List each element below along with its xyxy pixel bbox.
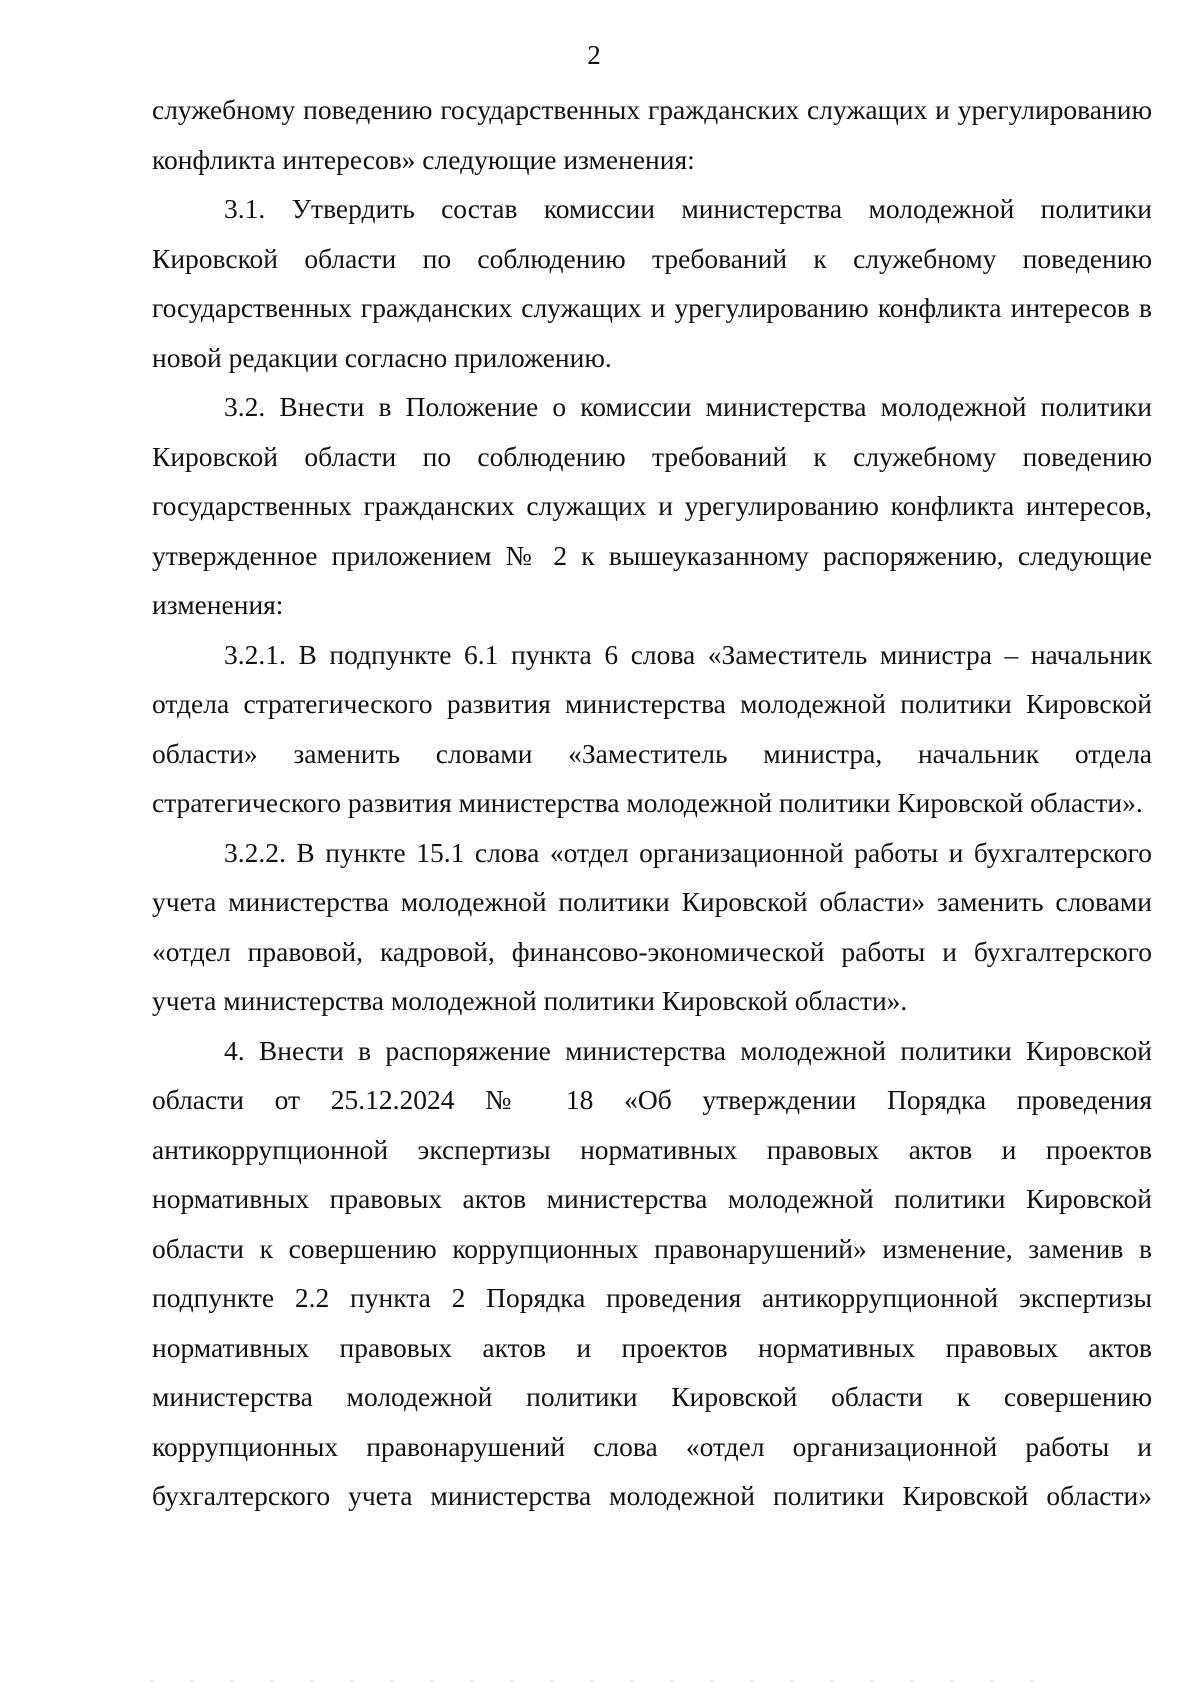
paragraph-3-1: 3.1. Утвердить состав комиссии министерства молодежной политики Кировской области по соблюдению требований к служебному поведению государственных гражданских служащих и урегулированию конфликта интересов в новой редакции согласно приложению. (152, 193, 1152, 373)
paragraph-3-2-2: 3.2.2. В пункте 15.1 слова «отдел организационной работы и бухгалтерского учета министерства молодежной политики Кировской области» заменить словами «отдел правовой, кадровой, финансово-экономической работы и бухгалтерского учета министерства молодежной политики Кировской области». (152, 836, 1152, 1016)
paragraph-continuation: служебному поведению государственных гражданских служащих и урегулированию конфликта интересов» следующие изменения: (152, 94, 1152, 175)
paragraph-4: 4. Внести в распоряжение министерства молодежной политики Кировской области от 25.12.2024 № 18 «Об утверждении Порядка проведения антикоррупционной экспертизы нормативных правовых актов и проектов нормативных правовых актов министерства молодежной политики Кировской области к совершению коррупционных правонарушений» изменение, заменив в подпункте 2.2 пункта 2 Порядка проведения антикоррупционной экспертизы нормативных правовых актов и проектов нормативных правовых актов министерства молодежной политики Кировской области к совершению коррупционных правонарушений слова «отдел организационной работы и бухгалтерского учета министерства молодежной политики Кировской области» (152, 1034, 1152, 1511)
paragraph-3-2-1: 3.2.1. В подпункте 6.1 пункта 6 слова «Заместитель министра – начальник отдела стратегического развития министерства молодежной политики Кировской области» заменить словами «Заместитель министра, начальник отдела стратегического развития министерства молодежной политики Кировской области». (152, 638, 1152, 818)
page-number: 2 (587, 40, 601, 70)
document-body (152, 85, 1152, 1521)
paragraph-3-2: 3.2. Внести в Положение о комиссии министерства молодежной политики Кировской области по соблюдению требований к служебному поведению государственных гражданских служащих и урегулированию конфликта интересов, утвержденное приложением № 2 к вышеуказанному распоряжению, следующие изменения: (152, 391, 1152, 620)
scan-artifact-line (150, 1680, 1050, 1682)
